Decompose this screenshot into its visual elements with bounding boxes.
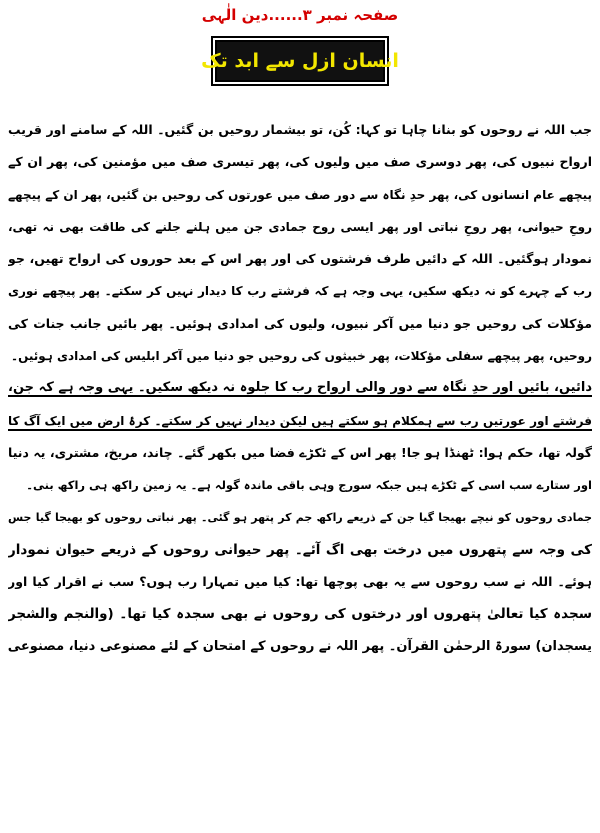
text-line — [8, 437, 592, 469]
text-line — [8, 598, 592, 630]
text-line — [8, 566, 592, 598]
text-line — [8, 631, 592, 663]
text-line-content: نمودار ہوگئیں۔ اللہ کے دائیں طرف فرشتوں کی اور پھر اس کے بعد حوروں کی ارواح تھیں، جو — [8, 251, 592, 267]
text-line-content: ارواح نبیوں کی، پھر دوسری صف میں ولیوں کی، پھر تیسری صف میں مؤمنین کی، پھر ان کے — [8, 154, 592, 170]
body-text — [8, 114, 592, 663]
text-line — [8, 275, 592, 307]
text-line-content: جمادی روحوں کو نیچے بھیجا گیا جن کے ذریعے راکھ جم کر پتھر ہو گئی۔ پھر نباتی روحوں کو بھیجا گیا جس — [8, 510, 592, 524]
chapter-title: انسان ازل سے ابد تک — [201, 50, 399, 72]
text-line-content: گولہ تھا، حکم ہوا: ٹھنڈا ہو جا! پھر اس کے ٹکڑے فضا میں بکھر گئے۔ چاند، مریخ، مشتری، یہ دنیا — [8, 444, 592, 460]
text-line — [8, 469, 592, 501]
page-number-label: صفحہ نمبر ۳......دین الٰہی — [201, 6, 399, 24]
text-line — [8, 372, 592, 404]
text-line-content: اور ستارے سب اسی کے ٹکڑے ہیں جبکہ سورج وہی باقی ماندہ گولہ ہے۔ یہ زمین راکھ ہی راکھ بنی۔ — [26, 478, 592, 493]
title-wrapper — [0, 40, 600, 82]
text-line-content: مؤکلات کی روحیں جو دنیا میں آکر نبیوں، ولیوں کی امدادی ہوئیں۔ پھر بائیں جانب جنات کی — [8, 315, 592, 331]
text-line-content: روحیں، پھر پیچھے سفلی مؤکلات، پھر خبیثوں کی روحیں جو دنیا میں آکر ابلیس کی امدادی ہوئیں۔ — [11, 349, 592, 364]
text-line — [8, 502, 592, 534]
text-line-content: یسجدان) سورۃ الرحمٰن القرآن۔ پھر اللہ نے روحوں کے امتحان کے لئے مصنوعی دنیا، مصنوعی — [8, 638, 592, 654]
text-line — [8, 405, 592, 437]
text-line-content: پیچھے عام انسانوں کی، پھر حدِ نگاہ سے دور صف میں عورتوں کی روحیں بن گئیں، پھر ان کے پیچھے — [8, 187, 592, 202]
text-line-content: روحِ حیوانی، پھر روحِ نباتی اور پھر ایسی روح جمادی جن میں ہلنے جلنے کی طاقت بھی نہ تھی، — [8, 219, 592, 234]
text-line — [8, 308, 592, 340]
page-header — [0, 4, 600, 26]
text-line-content: ہوئے۔ اللہ نے سب روحوں سے یہ بھی پوچھا تھا: کیا میں تمہارا رب ہوں؟ سب نے اقرار کیا اور — [8, 574, 592, 590]
text-line — [8, 114, 592, 146]
text-line — [8, 340, 592, 372]
text-line-content: رب کے چہرے کو نہ دیکھ سکیں، یہی وجہ ہے کہ فرشتے رب کا دیدار نہیں کر سکتے۔ پھر پیچھے نوری — [8, 284, 592, 299]
text-line-content: سجدہ کیا تعالیٰ پتھروں اور درختوں کی روحوں نے بھی سجدہ کیا تھا۔ (والنجم والشجر — [8, 606, 592, 623]
text-line-content: فرشتے اور عورتیں رب سے ہمکلام ہو سکتے ہیں لیکن دیدار نہیں کر سکتے۔ کرۂ ارض میں ایک آگ کا — [8, 413, 592, 428]
text-line — [8, 211, 592, 243]
text-line — [8, 534, 592, 566]
text-line-content: دائیں، بائیں اور حدِ نگاہ سے دور والی ارواح رب کا جلوہ نہ دیکھ سکیں۔ یہی وجہ ہے کہ جن، — [8, 380, 592, 396]
chapter-title-box — [201, 40, 399, 82]
text-line — [8, 243, 592, 275]
text-line — [8, 179, 592, 211]
text-line-content: کی وجہ سے پتھروں میں درخت بھی اگ آئے۔ پھر حیوانی روحوں کے ذریعے حیوان نمودار — [8, 541, 592, 558]
text-line-content: جب اللہ نے روحوں کو بنانا چاہا تو کہا: کُن، تو بیشمار روحیں بن گئیں۔ اللہ کے سامنے اور قریب — [8, 122, 592, 137]
text-line — [8, 146, 592, 178]
